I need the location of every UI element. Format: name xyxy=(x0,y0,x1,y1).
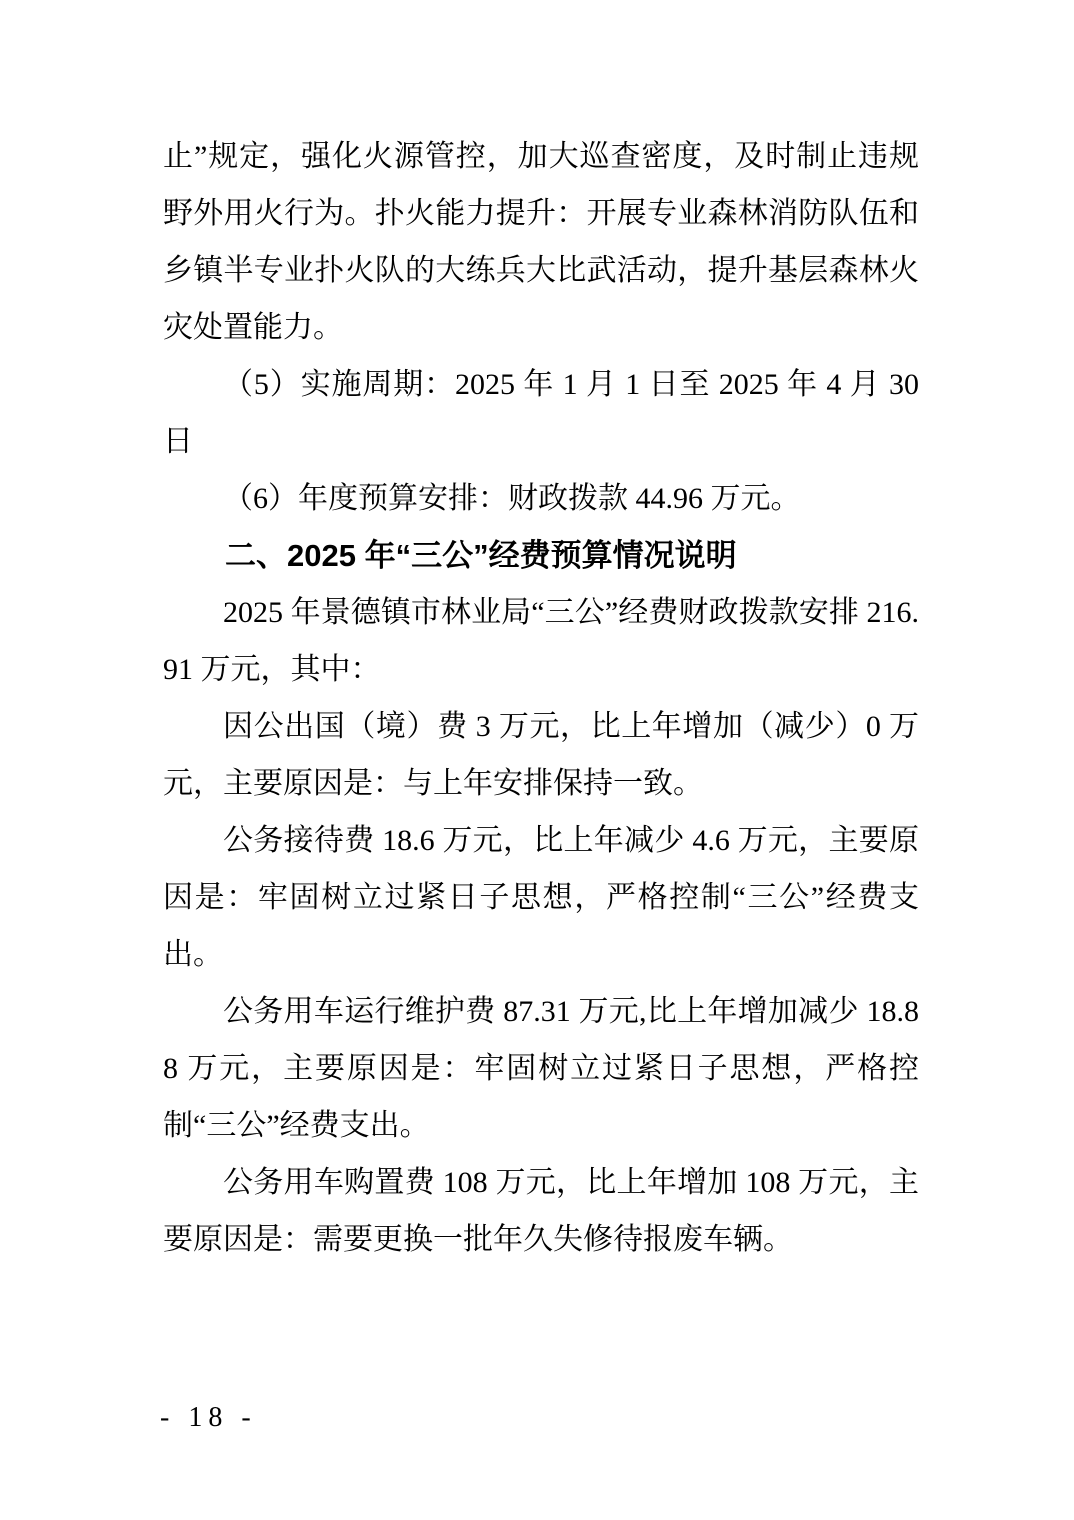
paragraph-official-reception-expense: 公务接待费 18.6 万元，比上年减少 4.6 万元，主要原因是：牢固树立过紧日子思想，严格控制“三公”经费支出。 xyxy=(163,824,919,971)
paragraph-implementation-period: （5）实施周期：2025 年 1 月 1 日至 2025 年 4 月 30 日 xyxy=(163,368,919,458)
paragraph-overseas-travel-expense: 因公出国（境）费 3 万元，比上年增加（减少）0 万元，主要原因是：与上年安排保持一致。 xyxy=(163,710,919,800)
page-number: - 18 - xyxy=(160,1402,257,1433)
paragraph-vehicle-purchase-expense: 公务用车购置费 108 万元，比上年增加 108 万元，主要原因是：需要更换一批年久失修待报废车辆。 xyxy=(163,1166,919,1256)
paragraph-total-allocation: 2025 年景德镇市林业局“三公”经费财政拨款安排 216.91 万元，其中： xyxy=(163,596,919,686)
paragraph-vehicle-maintenance-expense: 公务用车运行维护费 87.31 万元,比上年增加减少 18.88 万元，主要原因是：牢固树立过紧日子思想，严格控制“三公”经费支出。 xyxy=(163,995,919,1142)
document-body xyxy=(163,128,919,1268)
paragraph-annual-budget: （6）年度预算安排：财政拨款 44.96 万元。 xyxy=(223,482,801,515)
paragraph-fire-prevention-continuation: 止”规定，强化火源管控，加大巡查密度，及时制止违规野外用火行为。扑火能力提升：开展专业森林消防队伍和乡镇半专业扑火队的大练兵大比武活动，提升基层森林火灾处置能力。 xyxy=(163,140,919,344)
section-heading-three-public-expenses: 二、2025 年“三公”经费预算情况说明 xyxy=(225,538,737,573)
